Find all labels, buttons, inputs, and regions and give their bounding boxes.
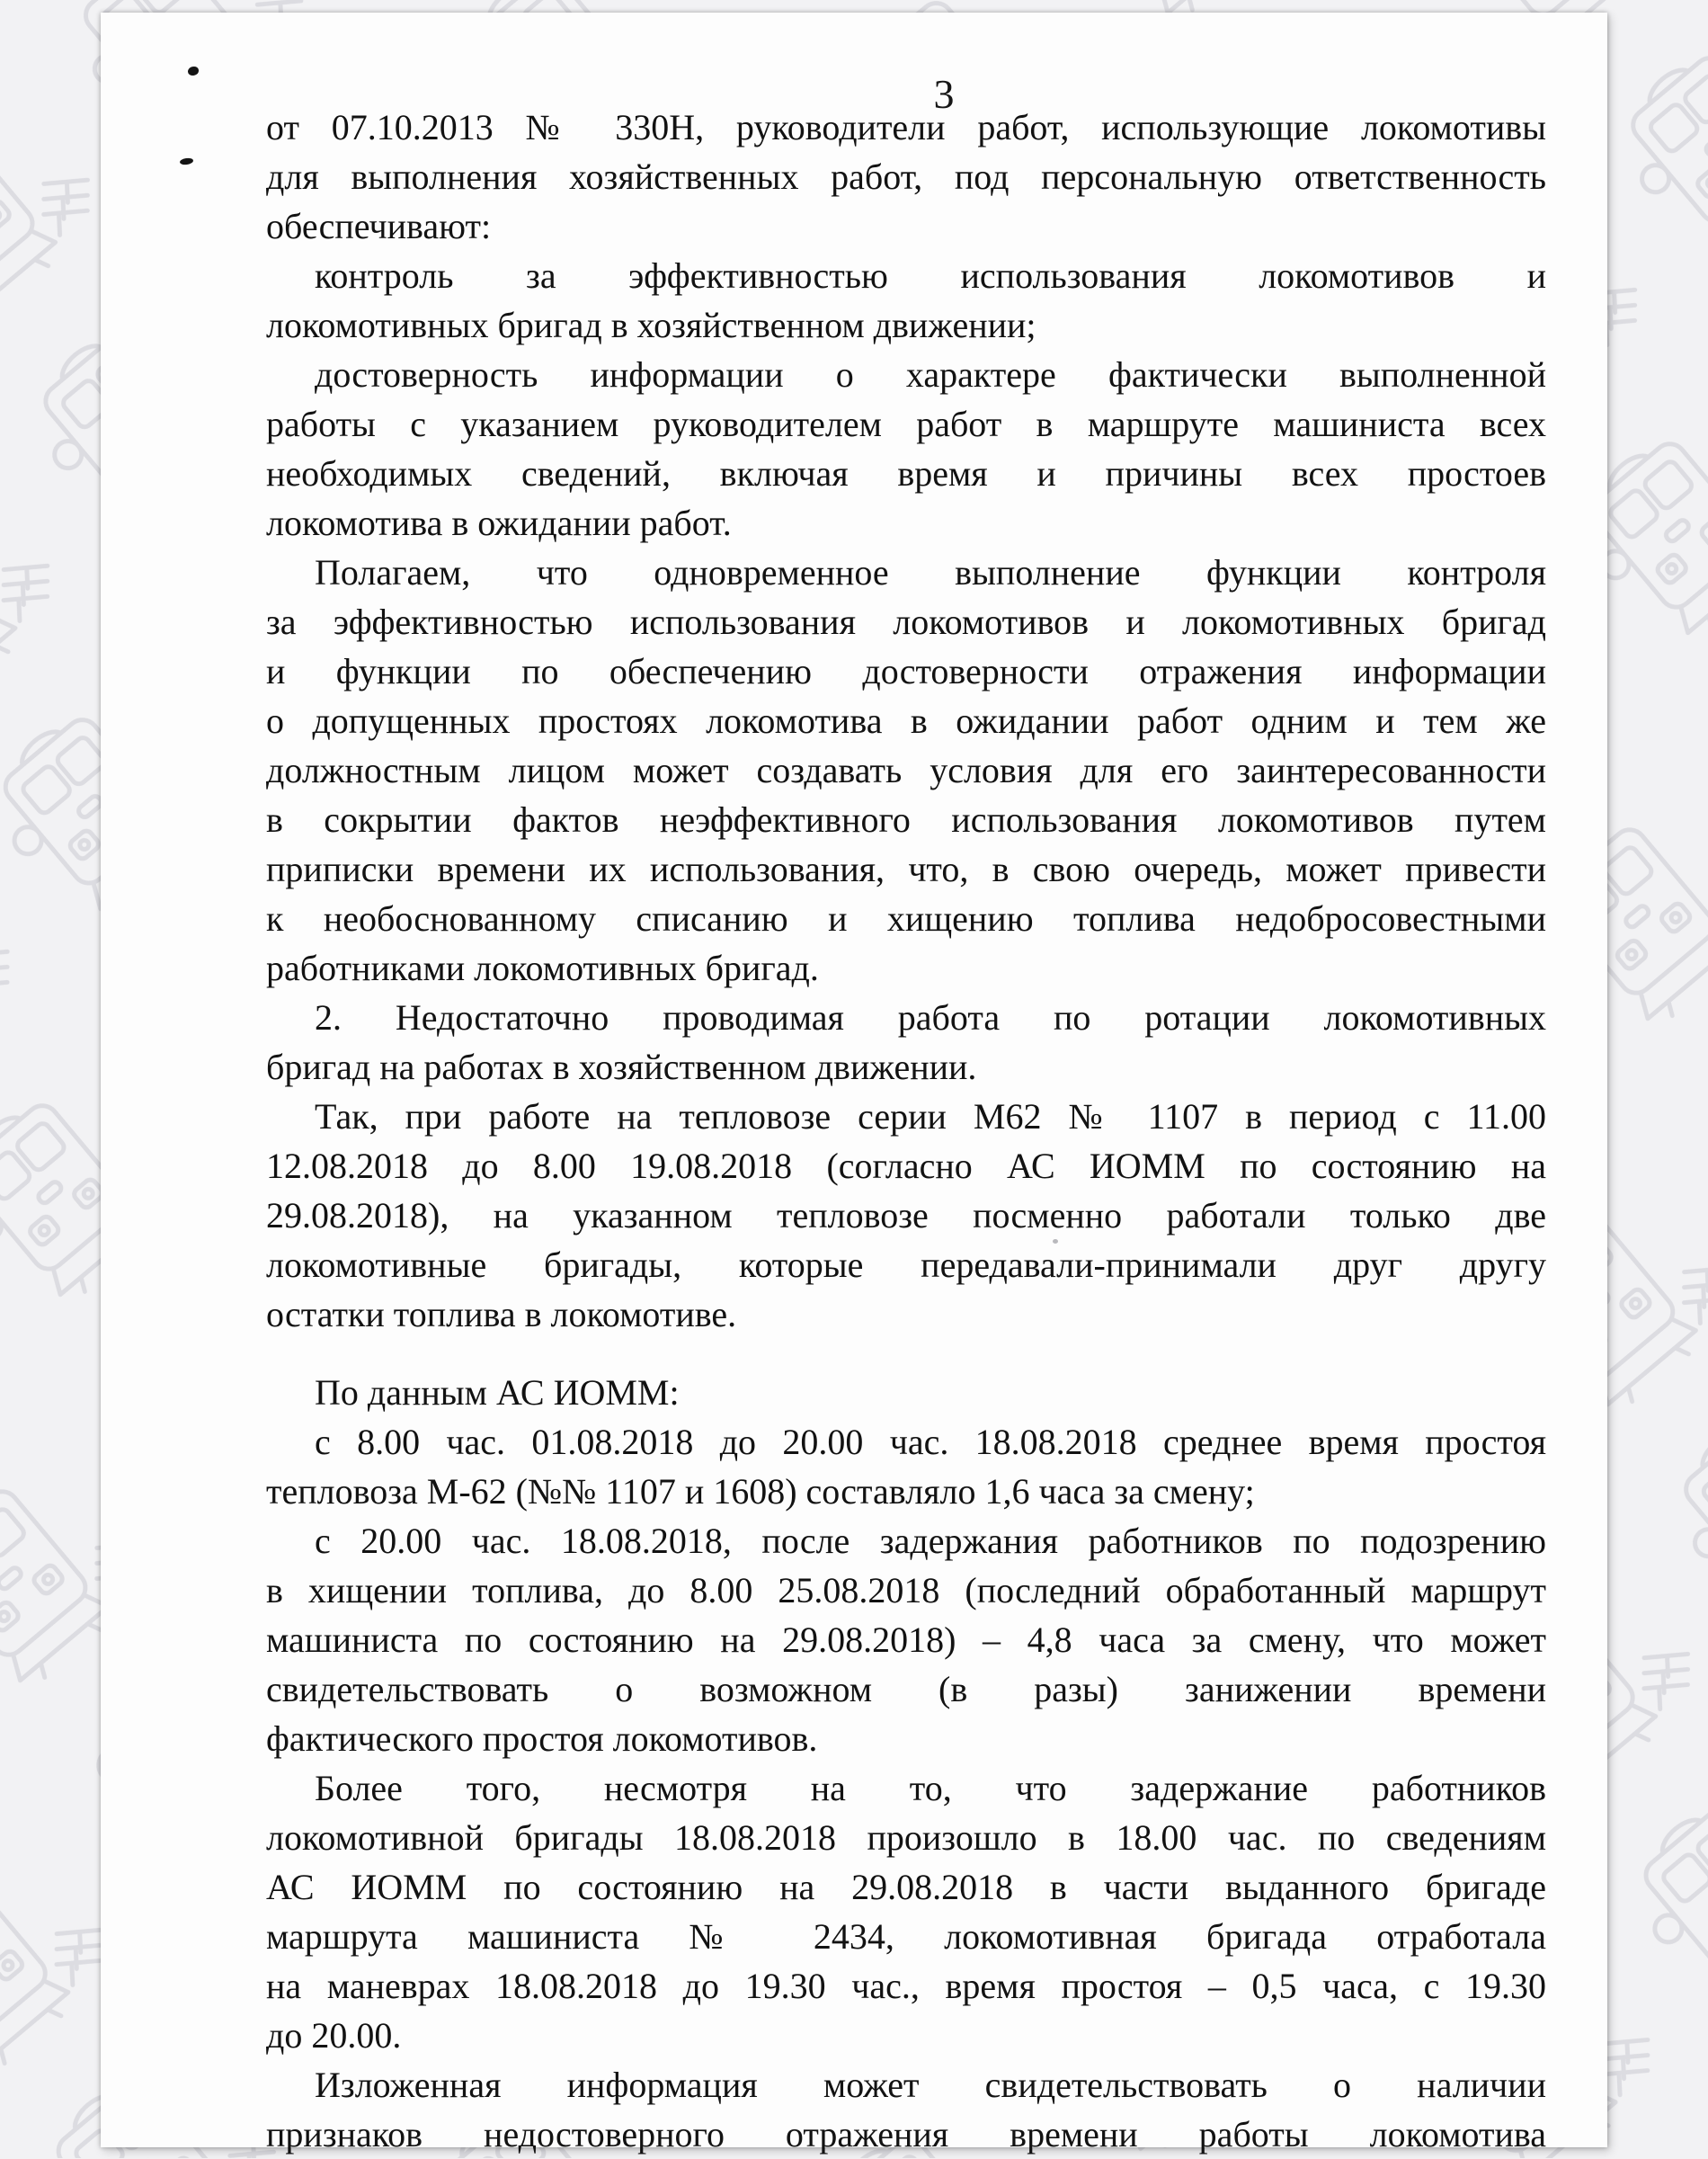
document-line: обеспечивают:: [266, 206, 492, 246]
document-line: к необоснованному списанию и хищению топлива недобросовестными: [266, 898, 1546, 939]
document-line: до 20.00.: [266, 2015, 402, 2056]
document-line: бригад на работах в хозяйственном движении.: [266, 1047, 977, 1087]
document-line: необходимых сведений, включая время и причины всех простоев: [266, 453, 1546, 494]
document-line: с 8.00 час. 01.08.2018 до 20.00 час. 18.08.2018 среднее время простоя: [315, 1422, 1546, 1462]
document-line: свидетельствовать о возможном (в разы) занижении времени: [266, 1669, 1546, 1709]
document-line: в хищении топлива, до 8.00 25.08.2018 (последний обработанный маршрут: [266, 1570, 1546, 1610]
document-line: в сокрытии фактов неэффективного использования локомотивов путем: [266, 799, 1546, 840]
document-line: достоверность информации о характере фактически выполненной: [315, 354, 1546, 395]
document-line: Более того, несмотря на то, что задержание работников: [315, 1768, 1546, 1808]
document-line: работниками локомотивных бригад.: [266, 948, 819, 988]
document-line: локомотива в ожидании работ.: [266, 503, 732, 543]
document-line: локомотивные бригады, которые передавали-принимали друг другу: [266, 1245, 1546, 1285]
document-line: По данным АС ИОММ:: [315, 1372, 680, 1413]
ink-speck: [1053, 1239, 1058, 1244]
document-line: маршрута машиниста № 2434, локомотивная бригада отработала: [266, 1916, 1546, 1957]
document-line: 29.08.2018), на указанном тепловозе посменно работали только две: [266, 1195, 1546, 1236]
ink-speck: [188, 67, 199, 76]
document-line: и функции по обеспечению достоверности отражения информации: [266, 651, 1546, 691]
page-number: 3: [933, 71, 955, 117]
document-line: для выполнения хозяйственных работ, под персональную ответственность: [266, 156, 1546, 197]
document-line: с 20.00 час. 18.08.2018, после задержания работников по подозрению: [315, 1521, 1546, 1561]
document-line: 2. Недостаточно проводимая работа по ротации локомотивных: [315, 997, 1546, 1038]
ink-speck: [180, 157, 194, 165]
document-line: приписки времени их использования, что, в свою очередь, может привести: [266, 849, 1546, 889]
document-line: работы с указанием руководителем работ в маршруте машиниста всех: [266, 404, 1546, 444]
document-line: фактического простоя локомотивов.: [266, 1718, 818, 1759]
document-line: АС ИОММ по состоянию на 29.08.2018 в части выданного бригаде: [266, 1867, 1546, 1907]
document-line: остатки топлива в локомотиве.: [266, 1294, 737, 1334]
document-line: Изложенная информация может свидетельствовать о наличии: [315, 2065, 1546, 2105]
document-line: машиниста по состоянию на 29.08.2018) – 4,8 часа за смену, что может: [266, 1619, 1546, 1660]
document-line: тепловоза М-62 (№№ 1107 и 1608) составляло 1,6 часа за смену;: [266, 1471, 1255, 1512]
document-line: признаков недостоверного отражения времени работы локомотива: [266, 2114, 1546, 2155]
document-line: 12.08.2018 до 8.00 19.08.2018 (согласно АС ИОММ по состоянию на: [266, 1146, 1546, 1186]
document-line: за эффективностью использования локомотивов и локомотивных бригад: [266, 602, 1546, 642]
document-line: на маневрах 18.08.2018 до 19.30 час., время простоя – 0,5 часа, с 19.30: [266, 1966, 1546, 2006]
document-text: [266, 103, 1546, 2159]
document-line: контроль за эффективностью использования локомотивов и: [315, 255, 1546, 296]
document-line: от 07.10.2013 № 330Н, руководители работ, использующие локомотивы: [266, 107, 1546, 147]
document-line: локомотивной бригады 18.08.2018 произошло в 18.00 час. по сведениям: [266, 1817, 1546, 1858]
document-line: локомотивных бригад в хозяйственном движении;: [266, 305, 1036, 345]
document-line: Полагаем, что одновременное выполнение функции контроля: [315, 552, 1546, 593]
document-line: должностным лицом может создавать условия для его заинтересованности: [266, 750, 1546, 790]
document-line: Так, при работе на тепловозе серии М62 № 1107 в период с 11.00: [315, 1096, 1546, 1137]
document-line: о допущенных простоях локомотива в ожидании работ одним и тем же: [266, 700, 1546, 741]
document-page: [101, 13, 1607, 2155]
